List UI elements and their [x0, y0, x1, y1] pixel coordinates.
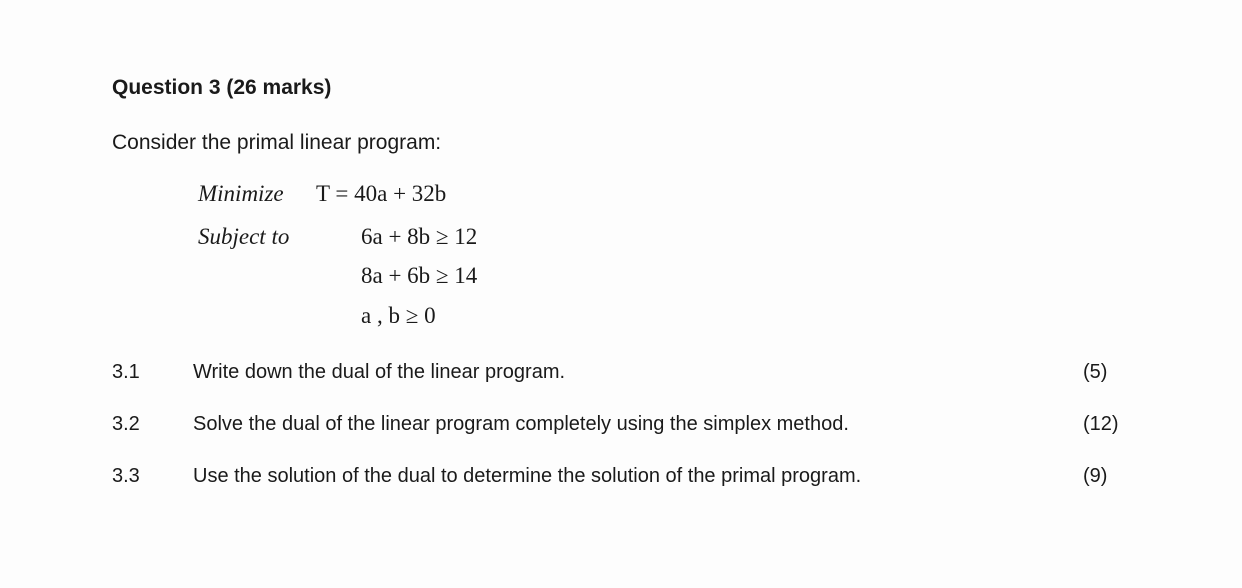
constraint-2: 8a + 6b ≥ 14 [361, 263, 478, 288]
part-text: Write down the dual of the linear program. [193, 361, 566, 383]
part-marks: (5) [1083, 361, 1108, 383]
constraint-label: Subject to [198, 224, 290, 249]
question-title: Question 3 (26 marks) [112, 76, 332, 99]
objective-label: Minimize [198, 181, 284, 206]
part-marks: (12) [1083, 413, 1119, 435]
part-marks: (9) [1083, 465, 1108, 487]
question-intro: Consider the primal linear program: [112, 131, 442, 154]
constraint-1: 6a + 8b ≥ 12 [361, 224, 478, 249]
nonnegativity-constraint: a , b ≥ 0 [361, 303, 436, 328]
part-number: 3.3 [112, 465, 140, 487]
part-number: 3.2 [112, 413, 140, 435]
part-text: Use the solution of the dual to determine the solution of the primal program. [193, 465, 862, 487]
part-number: 3.1 [112, 361, 140, 383]
part-text: Solve the dual of the linear program completely using the simplex method. [193, 413, 849, 435]
objective-expression: T = 40a + 32b [316, 181, 447, 206]
